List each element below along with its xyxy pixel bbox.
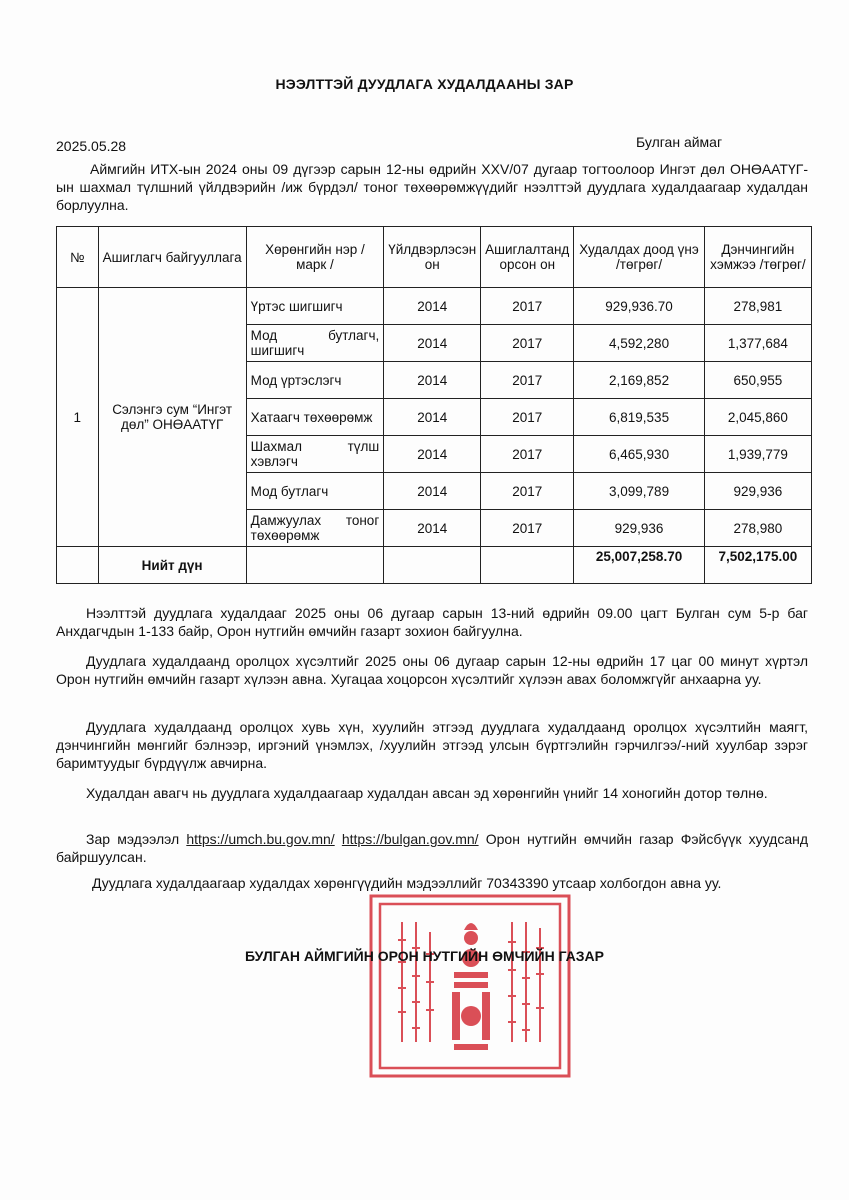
asset-used-year: 2017 xyxy=(481,399,574,436)
asset-year: 2014 xyxy=(384,325,481,362)
announcement-links-paragraph xyxy=(56,830,808,866)
official-seal-icon xyxy=(368,892,574,1082)
asset-deposit: 278,980 xyxy=(704,510,811,547)
intro-paragraph: Аймгийн ИТХ-ын 2024 оны 09 дүгээр сарын 12-ны өдрийн XXV/07 дугаар тогтоолоор Ингэт дөл ОНӨААТҮГ-ын шахмал түлшний үйлдвэрийн /иж бүрдэл/ тоног төхөөрөмжүүдийг нээлттэй дуудлага худалдаагаар худалдан борлуулна. xyxy=(56,161,808,213)
asset-used-year: 2017 xyxy=(481,473,574,510)
user-organization: Сэлэнгэ сум “Ингэт дөл” ОНӨААТҮГ xyxy=(98,288,246,547)
asset-deposit: 1,377,684 xyxy=(704,325,811,362)
links-prefix: Зар мэдээлэл xyxy=(86,831,180,847)
payment-terms-paragraph: Худалдан авагч нь дуудлага худалдаагаар худалдан авсан эд хөрөнгийн үнийг 14 хоногийн дотор төлнө. xyxy=(86,785,768,801)
asset-name: Мод бутлагч, шигшигч xyxy=(246,325,384,362)
asset-price: 2,169,852 xyxy=(574,362,704,399)
total-row xyxy=(57,547,812,584)
asset-name: Шахмал түлш хэвлэгч xyxy=(246,436,384,473)
total-empty-cell xyxy=(481,547,574,584)
contact-phone-paragraph: Дуудлага худалдаагаар худалдах хөрөнгүүдийн мэдээллийг 70343390 утсаар холбогдон авна уу. xyxy=(92,875,722,891)
asset-deposit: 929,936 xyxy=(704,473,811,510)
header-used: Ашиглалтанд орсон он xyxy=(481,227,574,288)
header-org: Ашиглагч байгууллага xyxy=(98,227,246,288)
asset-deposit: 1,939,779 xyxy=(704,436,811,473)
asset-name: Мод үртэслэгч xyxy=(246,362,384,399)
asset-used-year: 2017 xyxy=(481,325,574,362)
total-price: 25,007,258.70 xyxy=(574,547,704,584)
row-number: 1 xyxy=(57,288,99,547)
table-header-row xyxy=(57,227,812,288)
asset-used-year: 2017 xyxy=(481,510,574,547)
asset-name: Хатаагч төхөөрөмж xyxy=(246,399,384,436)
total-empty-cell xyxy=(246,547,384,584)
total-empty-cell xyxy=(57,547,99,584)
asset-used-year: 2017 xyxy=(481,362,574,399)
header-deposit: Дэнчингийн хэмжээ /төгрөг/ xyxy=(704,227,811,288)
asset-year: 2014 xyxy=(384,436,481,473)
table-row xyxy=(57,288,812,325)
asset-used-year: 2017 xyxy=(481,288,574,325)
document-location: Булган аймаг xyxy=(636,134,723,150)
asset-deposit: 650,955 xyxy=(704,362,811,399)
asset-year: 2014 xyxy=(384,399,481,436)
asset-price: 6,465,930 xyxy=(574,436,704,473)
header-price: Худалдах доод үнэ /төгрөг/ xyxy=(574,227,704,288)
asset-deposit: 278,981 xyxy=(704,288,811,325)
asset-name: Мод бутлагч xyxy=(246,473,384,510)
asset-name: Дамжуулах тоног төхөөрөмж xyxy=(246,510,384,547)
document-title: НЭЭЛТТЭЙ ДУУДЛАГА ХУДАЛДААНЫ ЗАР xyxy=(275,76,574,92)
asset-year: 2014 xyxy=(384,473,481,510)
auction-time-paragraph: Нээлттэй дуудлага худалдааг 2025 оны 06 дугаар сарын 13-ний өдрийн 09.00 цагт Булган сум 5-р баг Анхдагчдын 1-133 байр, Орон нутгийн өмчийн газарт зохион байгуулна. xyxy=(56,605,808,639)
header-no: № xyxy=(57,227,99,288)
required-documents-paragraph: Дуудлага худалдаанд оролцох хувь хүн, хуулийн этгээд дуудлага худалдаанд оролцох хүсэлтийн маягт, дэнчингийн мөнгийг бэлнээр, иргэний үнэмлэх, /хуулийн этгээд улсын бүртгэлийн гэрчилгээ/-ний хуулбар зэрэг баримтуудыг бүрдүүлж авчирна. xyxy=(56,719,808,771)
asset-used-year: 2017 xyxy=(481,436,574,473)
asset-price: 6,819,535 xyxy=(574,399,704,436)
total-deposit: 7,502,175.00 xyxy=(704,547,811,584)
asset-price: 929,936 xyxy=(574,510,704,547)
asset-year: 2014 xyxy=(384,510,481,547)
asset-price: 3,099,789 xyxy=(574,473,704,510)
asset-year: 2014 xyxy=(384,288,481,325)
total-label: Нийт дүн xyxy=(98,547,246,584)
asset-year: 2014 xyxy=(384,362,481,399)
total-empty-cell xyxy=(384,547,481,584)
signature-line: БУЛГАН АЙМГИЙН ОРОН НУТГИЙН ӨМЧИЙН ГАЗАР xyxy=(244,948,605,964)
asset-name: Үртэс шигшигч xyxy=(246,288,384,325)
asset-deposit: 2,045,860 xyxy=(704,399,811,436)
header-name: Хөрөнгийн нэр /марк / xyxy=(246,227,384,288)
umch-link[interactable]: https://umch.bu.gov.mn/ xyxy=(186,831,335,847)
asset-price: 929,936.70 xyxy=(574,288,704,325)
asset-price: 4,592,280 xyxy=(574,325,704,362)
document-date: 2025.05.28 xyxy=(56,138,127,154)
bulgan-link[interactable]: https://bulgan.gov.mn/ xyxy=(341,831,479,847)
application-deadline-paragraph: Дуудлага худалдаанд оролцох хүсэлтийг 2025 оны 06 дугаар сарын 12-ны өдрийн 17 цаг 00 минут хүртэл Орон нутгийн өмчийн газарт хүлээн авна. Хугацаа хоцорсон хүсэлтийг хүлээн авах боломжгүйг анхаарна уу. xyxy=(56,653,808,687)
header-year: Үйлдвэрлэсэн он xyxy=(384,227,481,288)
links-suffix: Орон нутгийн өмчийн газар Фэйсбүүк хуудсанд байршуулсан. xyxy=(56,831,809,865)
assets-table xyxy=(56,226,812,584)
